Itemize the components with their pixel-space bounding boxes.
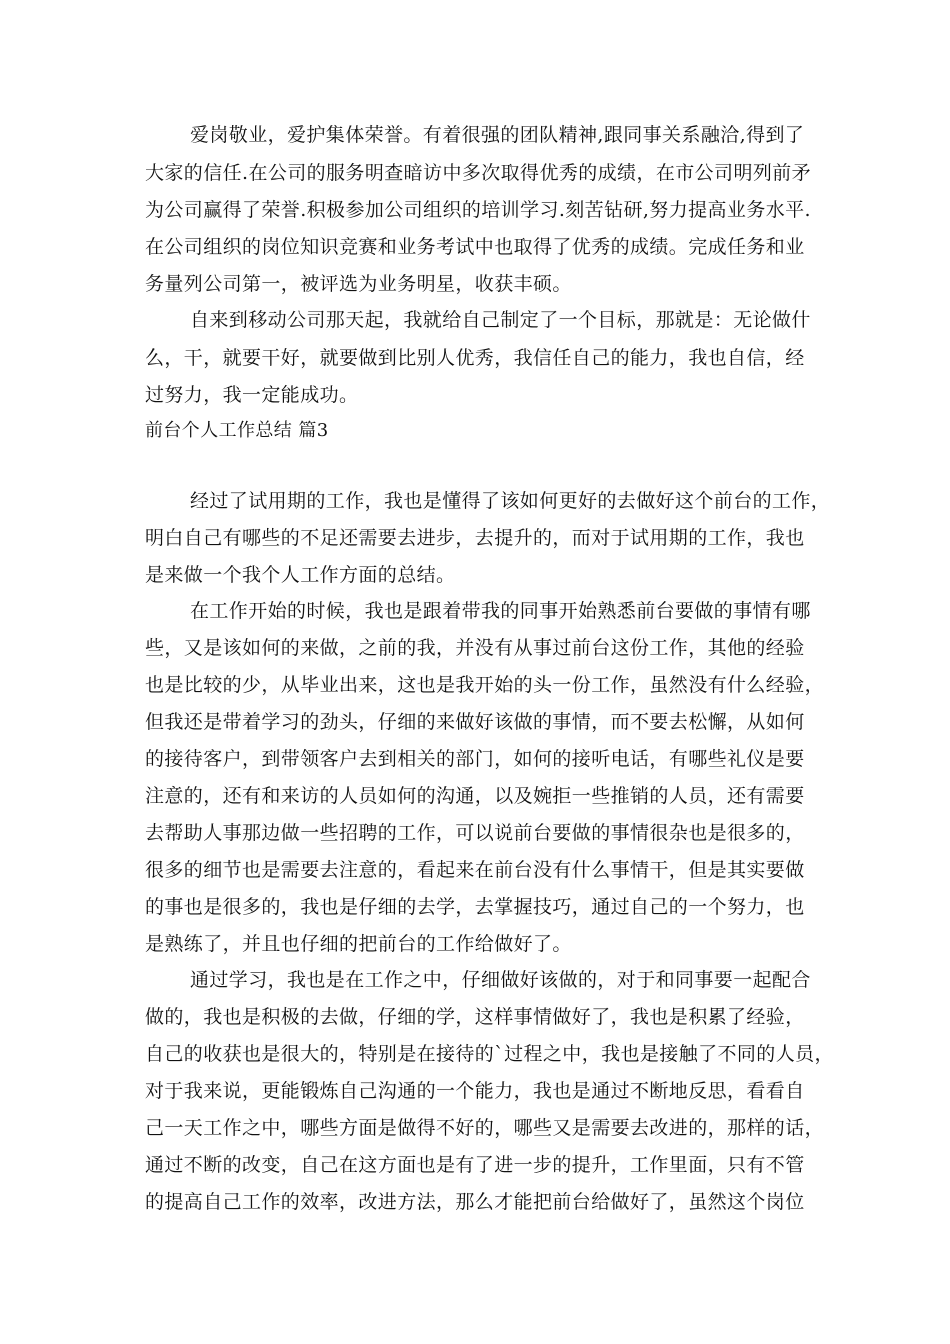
paragraph-line: 自来到移动公司那天起，我就给自己制定了一个目标，那就是：无论做什 xyxy=(190,309,811,331)
paragraph-line: 么，干，就要干好，就要做到比别人优秀，我信任自己的能力，我也自信，经 xyxy=(145,347,805,369)
paragraph-line: 注意的，还有和来访的人员如何的沟通，以及婉拒一些推销的人员，还有需要 xyxy=(145,785,805,807)
paragraph-line: 己一天工作之中，哪些方面是做得不好的，哪些又是需要去改进的，那样的话， xyxy=(145,1117,825,1139)
paragraph-line: 通过学习，我也是在工作之中，仔细做好该做的，对于和同事要一起配合 xyxy=(190,969,811,991)
paragraph-line: 的事也是很多的，我也是仔细的去学，去掌握技巧，通过自己的一个努力，也 xyxy=(145,896,805,918)
paragraph-line: 经过了试用期的工作，我也是懂得了该如何更好的去做好这个前台的工作， xyxy=(190,490,831,512)
paragraph-line: 是来做一个我个人工作方面的总结。 xyxy=(145,564,456,586)
paragraph-line: 但我还是带着学习的劲头，仔细的来做好该做的事情，而不要去松懈，从如何 xyxy=(145,711,805,733)
paragraph-line: 些，又是该如何的来做，之前的我，并没有从事过前台这份工作，其他的经验 xyxy=(145,637,805,659)
paragraph-line: 去帮助人事那边做一些招聘的工作，可以说前台要做的事情很杂也是很多的， xyxy=(145,822,805,844)
paragraph-line: 自己的收获也是很大的，特别是在接待的`过程之中，我也是接触了不同的人员， xyxy=(145,1043,834,1065)
paragraph-line: 务量列公司第一，被评选为业务明星，收获丰硕。 xyxy=(145,273,572,295)
paragraph-line: 做的，我也是积极的去做，仔细的学，这样事情做好了，我也是积累了经验， xyxy=(145,1006,805,1028)
paragraph-line: 的接待客户，到带领客户去到相关的部门，如何的接听电话，有哪些礼仪是要 xyxy=(145,748,805,770)
paragraph-line: 的提高自己工作的效率，改进方法，那么才能把前台给做好了，虽然这个岗位 xyxy=(145,1191,805,1213)
paragraph-line: 过努力，我一定能成功。 xyxy=(145,384,359,406)
section-heading: 前台个人工作总结 篇3 xyxy=(145,420,329,441)
paragraph-line: 为公司赢得了荣誉.积极参加公司组织的培训学习.刻苦钻研,努力提高业务水平. xyxy=(145,199,811,221)
paragraph-line: 对于我来说，更能锻炼自己沟通的一个能力，我也是通过不断地反思，看看自 xyxy=(145,1080,805,1102)
paragraph-line: 也是比较的少，从毕业出来，这也是我开始的头一份工作，虽然没有什么经验， xyxy=(145,674,825,696)
paragraph-line: 是熟练了，并且也仔细的把前台的工作给做好了。 xyxy=(145,933,572,955)
paragraph-line: 通过不断的改变，自己在这方面也是有了进一步的提升，工作里面，只有不管 xyxy=(145,1154,805,1176)
paragraph-line: 在工作开始的时候，我也是跟着带我的同事开始熟悉前台要做的事情有哪 xyxy=(190,600,811,622)
paragraph-line: 很多的细节也是需要去注意的，看起来在前台没有什么事情干，但是其实要做 xyxy=(145,859,805,881)
paragraph-line: 爱岗敬业，爱护集体荣誉。有着很强的团队精神,跟同事关系融洽,得到了 xyxy=(190,124,805,146)
paragraph-line: 在公司组织的岗位知识竞赛和业务考试中也取得了优秀的成绩。完成任务和业 xyxy=(145,236,805,258)
paragraph-line: 明白自己有哪些的不足还需要去进步，去提升的，而对于试用期的工作，我也 xyxy=(145,527,805,549)
paragraph-line: 大家的信任.在公司的服务明查暗访中多次取得优秀的成绩，在市公司明列前矛 xyxy=(145,162,812,184)
